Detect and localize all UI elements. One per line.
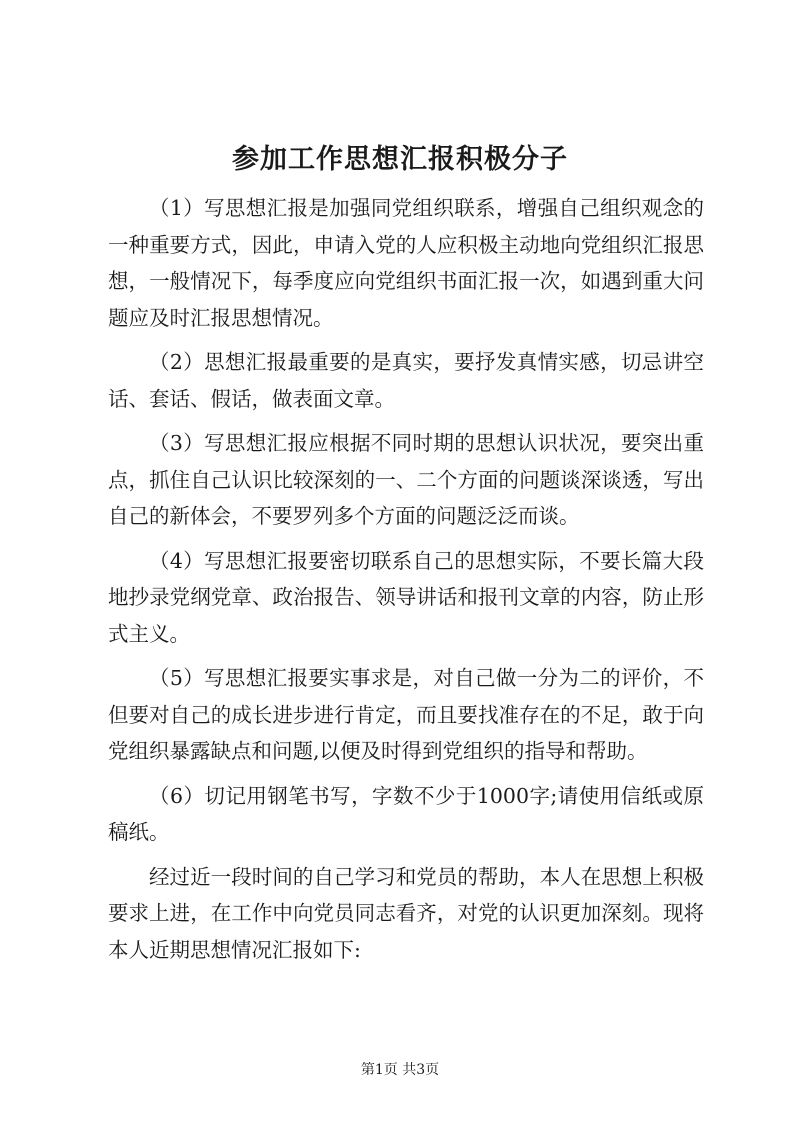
paragraph-3: （3）写思想汇报应根据不同时期的思想认识状况，要突出重点，抓住自己认识比较深刻的一、二个方面的问题谈深谈透，写出自己的新体会，不要罗列多个方面的问题泛泛而谈。 [108, 431, 704, 528]
document-title: 参加工作思想汇报积极分子 [232, 144, 568, 175]
paragraph-6: （6）切记用钢笔书写，字数不少于1000字;请使用信纸或原稿纸。 [108, 783, 704, 844]
paragraph-4: （4）写思想汇报要密切联系自己的思想实际，不要长篇大段地抄录党纲党章、政治报告、领导讲话和报刊文章的内容，防止形式主义。 [108, 548, 704, 646]
page-number-footer: 第1页 共3页 [360, 1062, 440, 1078]
paragraph-5: （5）写思想汇报要实事求是，对自己做一分为二的评价，不但要对自己的成长进步进行肯定，而且要找准存在的不足，敢于向党组织暴露缺点和问题,以便及时得到党组织的指导和帮助。 [108, 666, 704, 763]
paragraph-7: 经过近一段时间的自己学习和党员的帮助，本人在思想上积极要求上进，在工作中向党员同志看齐，对党的认识更加深刻。现将本人近期思想情况汇报如下: [108, 864, 704, 962]
paragraph-2: （2）思想汇报最重要的是真实，要抒发真情实感，切忌讲空话、套话、假话，做表面文章。 [108, 350, 704, 411]
paragraph-1: （1）写思想汇报是加强同党组织联系，增强自己组织观念的一种重要方式，因此，申请入党的人应积极主动地向党组织汇报思想，一般情况下，每季度应向党组织书面汇报一次，如遇到重大问题应及时汇报思想情况。 [108, 196, 704, 330]
document-body [108, 190, 704, 976]
